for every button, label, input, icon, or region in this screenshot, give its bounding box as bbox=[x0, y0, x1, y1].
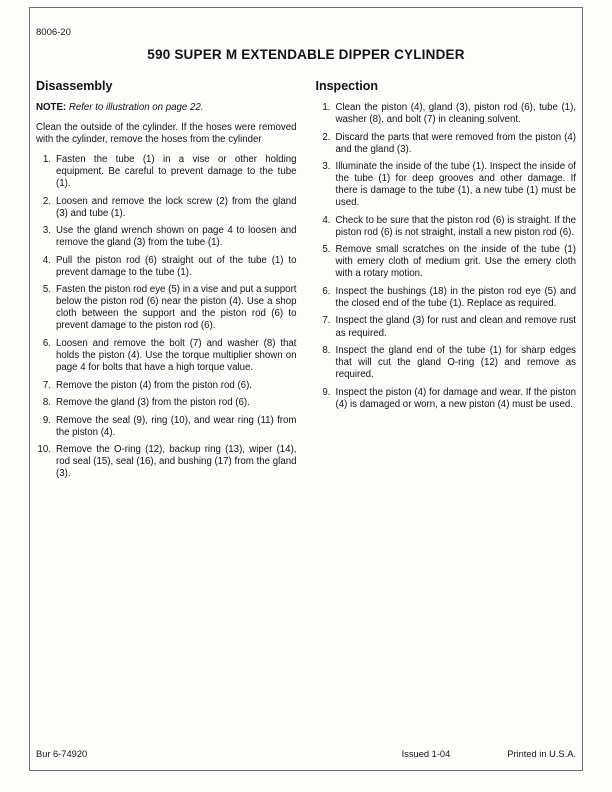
step-number: 9. bbox=[322, 386, 331, 398]
disassembly-step bbox=[36, 444, 297, 480]
step-number: 8. bbox=[42, 397, 51, 409]
step-text: Illuminate the inside of the tube (1). Inspect the inside of the tube (1) for deep grooves and other damage. If there is damage to the tube (1), a new tube (1) must be used. bbox=[335, 161, 576, 209]
disassembly-step bbox=[36, 284, 297, 332]
inspection-column bbox=[316, 79, 577, 486]
note-text: Refer to illustration on page 22. bbox=[68, 102, 204, 113]
step-text: Loosen and remove the bolt (7) and washer (8) that holds the piston (4). Use the torque multiplier shown on page 4 for bolts that have a high torque value. bbox=[56, 338, 297, 374]
step-number: 3. bbox=[42, 225, 51, 237]
step-number: 4. bbox=[322, 214, 331, 226]
step-text: Inspect the gland end of the tube (1) for sharp edges that will cut the gland O-ring (12) and remove as required. bbox=[335, 345, 576, 381]
document-title: 590 SUPER M EXTENDABLE DIPPER CYLINDER bbox=[147, 47, 465, 62]
disassembly-step bbox=[36, 338, 297, 374]
step-number: 1. bbox=[42, 154, 51, 166]
footer-document-code: Bur 6-74920 bbox=[36, 749, 88, 759]
step-number: 4. bbox=[42, 254, 51, 266]
step-number: 7. bbox=[42, 379, 51, 391]
step-text: Pull the piston rod (6) straight out of the tube (1) to prevent damage to the tube (1). bbox=[56, 254, 297, 278]
step-number: 1. bbox=[322, 102, 331, 113]
page-footer bbox=[36, 749, 576, 759]
step-number: 2. bbox=[322, 131, 331, 143]
step-text: Check to be sure that the piston rod (6) is straight. If the piston rod (6) is not straight, install a new piston rod (6). bbox=[335, 214, 576, 238]
step-number: 10. bbox=[37, 444, 51, 456]
step-text: Use the gland wrench shown on page 4 to loosen and remove the gland (3) from the tube (1). bbox=[56, 225, 297, 249]
step-text: Fasten the piston rod eye (5) in a vise and put a support below the piston rod (6) near the piston (4). Use a shop cloth between the support and the piston rod (6) to prevent damage to the piston rod (6). bbox=[56, 284, 297, 332]
footer-right-group bbox=[402, 749, 576, 759]
disassembly-step bbox=[36, 397, 297, 409]
inspection-step bbox=[316, 132, 577, 156]
disassembly-step bbox=[36, 255, 297, 279]
two-column-layout bbox=[36, 79, 576, 486]
step-text: Remove small scratches on the inside of the tube (1) with emery cloth of medium grit. Use the emery cloth with a rotary motion. bbox=[335, 244, 576, 280]
note bbox=[36, 102, 297, 114]
step-number: 9. bbox=[42, 414, 51, 426]
step-number: 5. bbox=[322, 244, 331, 256]
step-number: 6. bbox=[322, 285, 331, 297]
disassembly-heading: Disassembly bbox=[36, 79, 113, 93]
step-text: Remove the seal (9), ring (10), and wear ring (11) from the piston (4). bbox=[56, 414, 297, 438]
step-number: 5. bbox=[42, 284, 51, 296]
step-number: 6. bbox=[42, 338, 51, 349]
step-text: Inspect the piston (4) for damage and wear. If the piston (4) is damaged or worn, a new piston (4) must be used. bbox=[335, 386, 576, 410]
disassembly-step bbox=[36, 225, 297, 249]
step-text: Discard the parts that were removed from the piston (4) and the gland (3). bbox=[335, 131, 576, 155]
disassembly-column bbox=[36, 79, 297, 486]
step-number: 2. bbox=[42, 195, 51, 207]
disassembly-step bbox=[36, 415, 297, 439]
step-text: Remove the gland (3) from the piston rod (6). bbox=[56, 397, 250, 409]
step-text: Inspect the bushings (18) in the piston rod eye (5) and the closed end of the tube (1). Replace as required. bbox=[335, 285, 576, 309]
disassembly-step bbox=[36, 154, 297, 190]
page-number: 8006-20 bbox=[36, 27, 71, 38]
step-text: Remove the piston (4) from the piston rod (6). bbox=[56, 379, 252, 391]
inspection-step bbox=[316, 102, 577, 126]
inspection-step bbox=[316, 387, 577, 411]
inspection-step bbox=[316, 161, 577, 209]
step-text: Inspect the gland (3) for rust and clean and remove rust as required. bbox=[335, 315, 576, 339]
inspection-step bbox=[316, 244, 577, 280]
inspection-step bbox=[316, 345, 577, 381]
step-number: 7. bbox=[322, 315, 331, 327]
inspection-heading: Inspection bbox=[315, 79, 379, 93]
page-content bbox=[36, 27, 576, 486]
step-text: Remove the O-ring (12), backup ring (13), wiper (14), rod seal (15), seal (16), and bushing (17) from the gland (3). bbox=[56, 444, 297, 480]
step-number: 8. bbox=[322, 345, 331, 357]
step-text: Fasten the tube (1) in a vise or other holding equipment. Be careful to prevent damage to the tube (1). bbox=[56, 154, 297, 190]
inspection-step bbox=[316, 286, 577, 310]
note-label: NOTE: bbox=[36, 102, 67, 113]
footer-printed-in: Printed in U.S.A. bbox=[507, 749, 576, 759]
footer-issued-date: Issued 1-04 bbox=[401, 749, 451, 759]
step-number: 3. bbox=[322, 161, 331, 173]
step-text: Clean the piston (4), gland (3), piston rod (6), tube (1), washer (8), and bolt (7) in cleaning solvent. bbox=[335, 102, 576, 126]
inspection-step bbox=[316, 215, 577, 239]
disassembly-step bbox=[36, 196, 297, 220]
disassembly-step bbox=[36, 380, 297, 392]
inspection-step bbox=[316, 315, 577, 339]
disassembly-intro: Clean the outside of the cylinder. If the hoses were removed with the cylinder, remove the hoses from the cylinder bbox=[36, 122, 297, 146]
step-text: Loosen and remove the lock screw (2) from the gland (3) and tube (1). bbox=[56, 195, 297, 219]
